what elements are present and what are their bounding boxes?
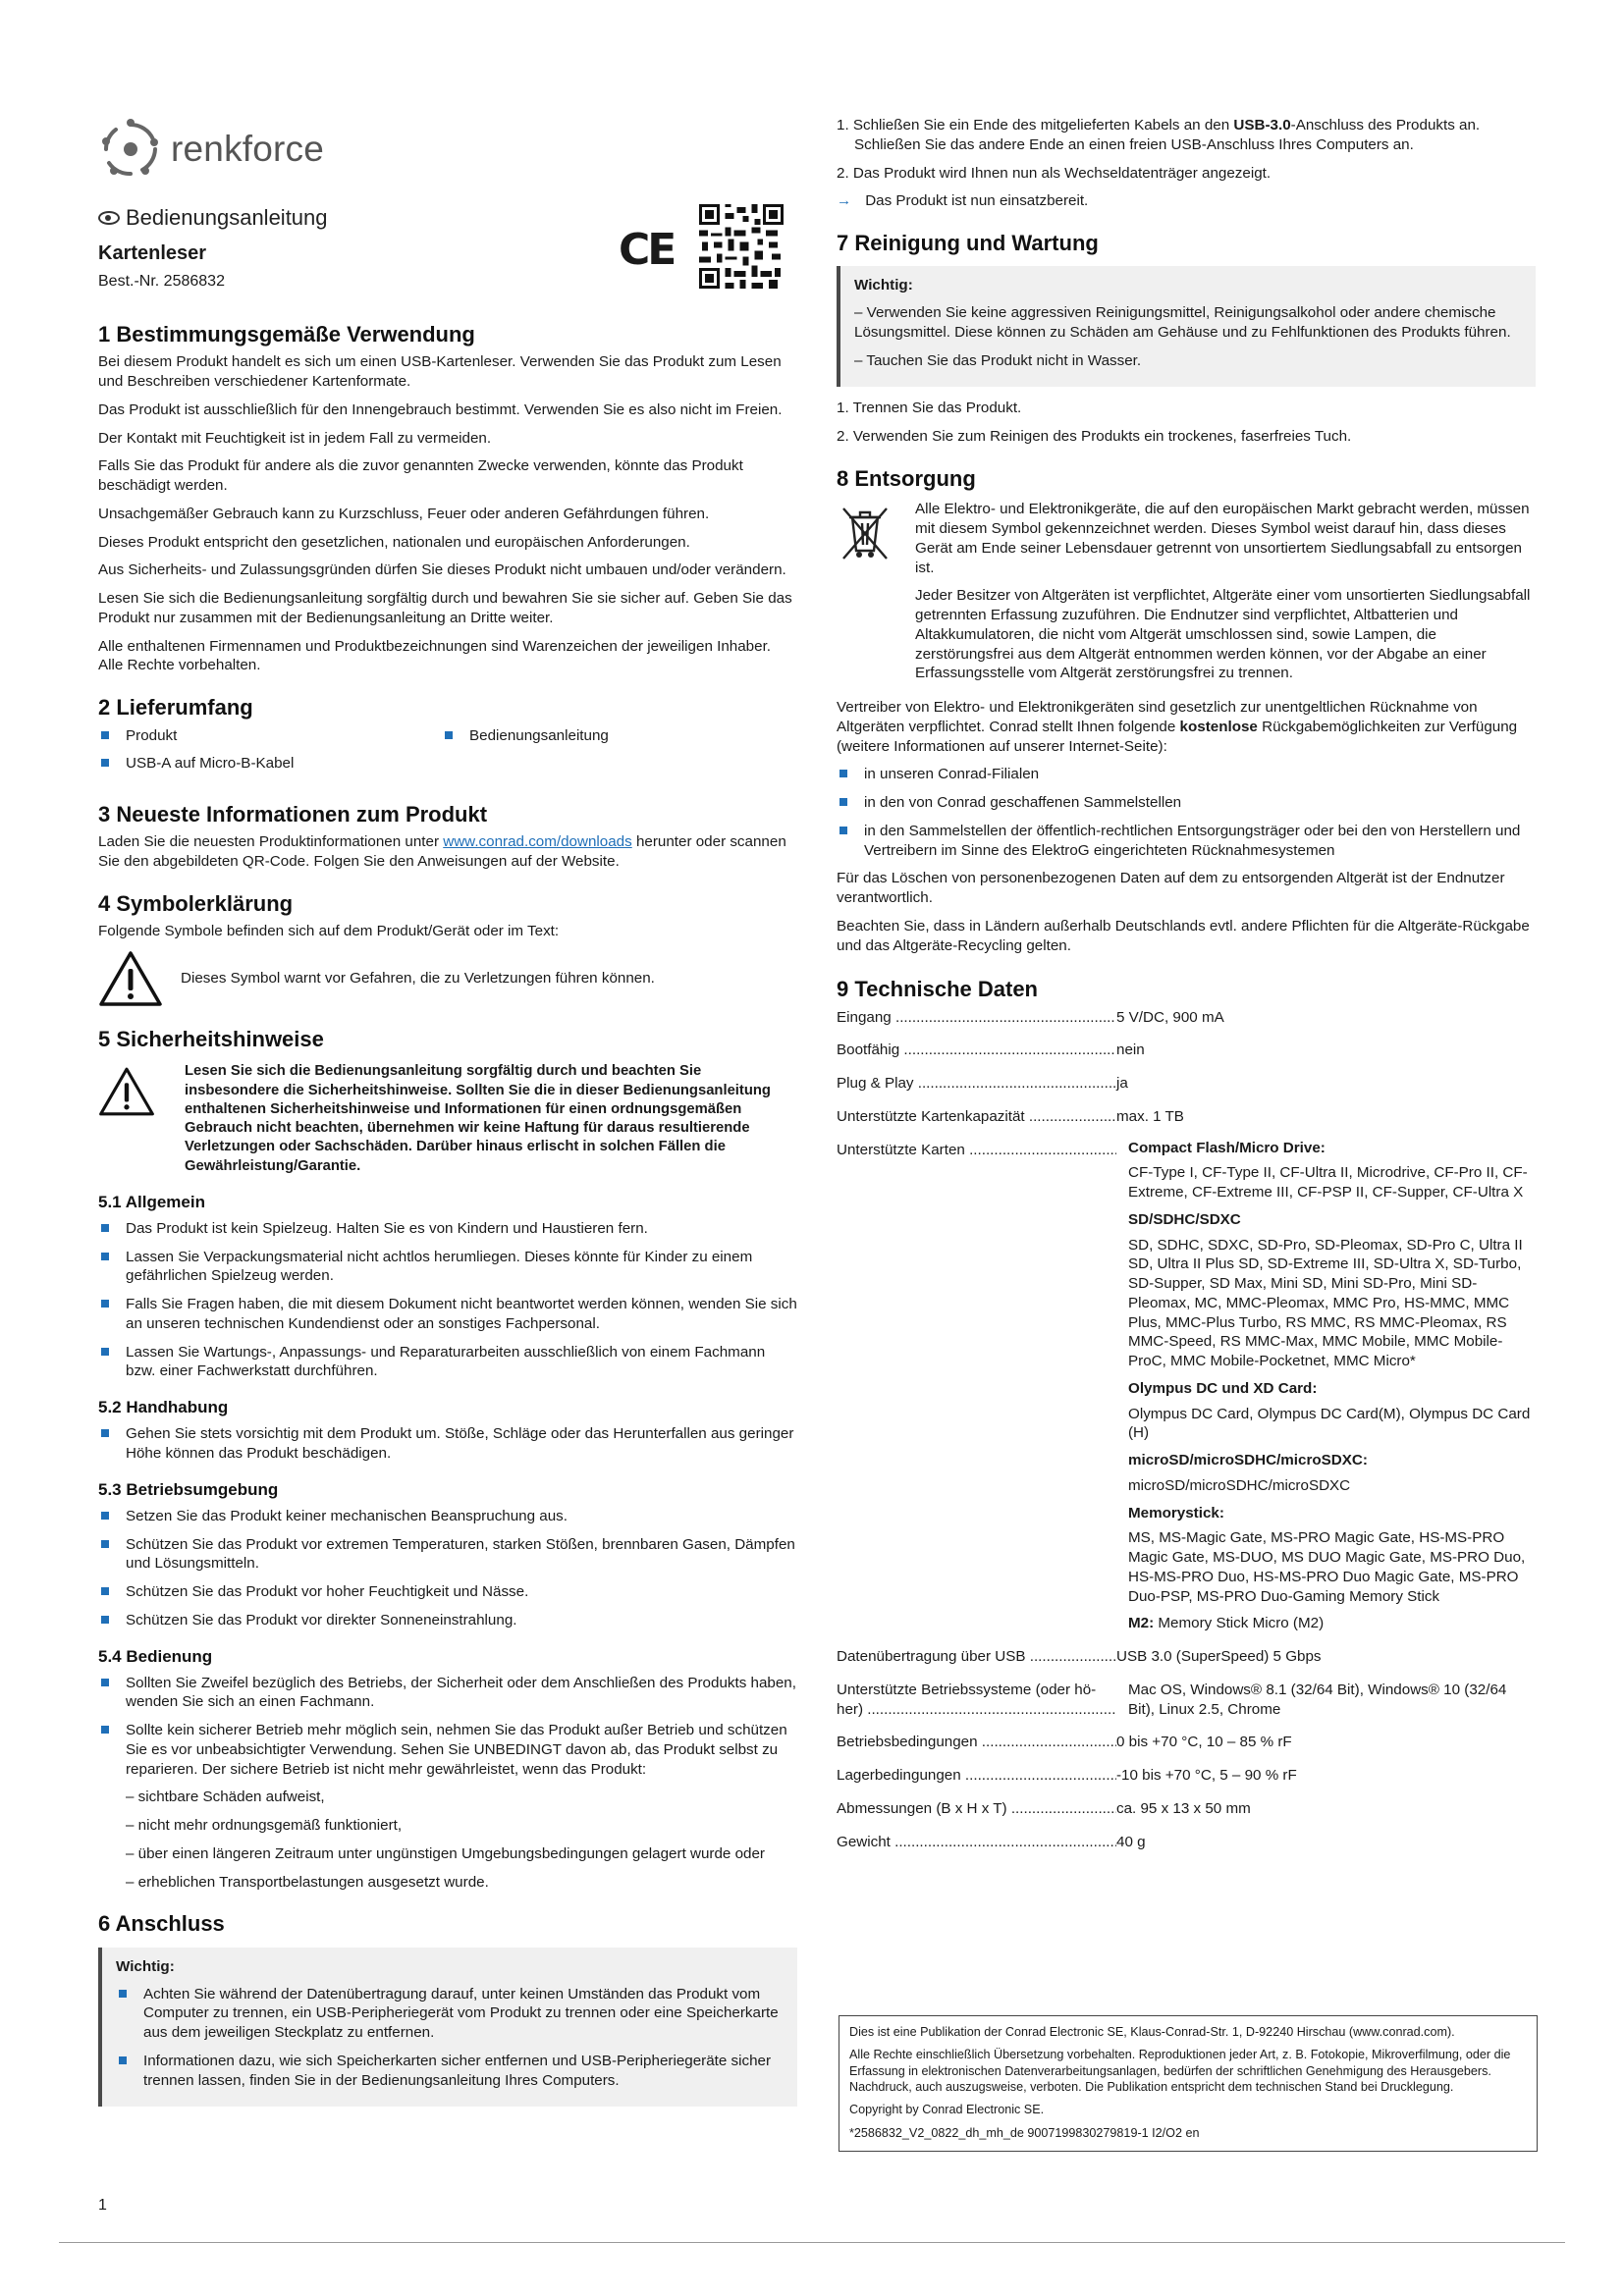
card-values: CF-Type I, CF-Type II, CF-Ultra II, Microdrive, CF-Pro II, CF-Extreme, CF-Extreme III, CF-PSP II, CF-Supper, CF-Ultra X xyxy=(1128,1164,1528,1201)
tech-key: Eingang ..... xyxy=(837,1008,1116,1028)
list-item: Informationen dazu, wie sich Speicherkarten sicher entfernen und USB-Peripheriegeräte sicher trennen lassen, finden Sie in der Bedienungsanleitung Ihres Computers. xyxy=(116,2052,784,2091)
step-text: 1. Schließen Sie ein Ende des mitgelieferten Kabels an den xyxy=(837,117,1234,133)
list-item: Achten Sie während der Datenübertragung darauf, unter keinen Umständen das Produkt vom Computer zu trennen, ein USB-Peripheriegerät vom Produkt zu trennen oder eine Speicherkarte aus dem jeweiligen Steckplatz zu entfernen. xyxy=(116,1985,784,2043)
tech-row xyxy=(837,1799,1536,1819)
section-8-title: 8 Entsorgung xyxy=(837,465,976,491)
tech-row xyxy=(837,1833,1536,1852)
tech-value: 0 bis +70 °C, 10 – 85 % rF xyxy=(1116,1734,1292,1751)
brand-logo xyxy=(98,116,797,183)
tech-value: -10 bis +70 °C, 5 – 90 % rF xyxy=(1116,1767,1297,1785)
legal-imprint-box xyxy=(839,2015,1538,2152)
section-6-title: 6 Anschluss xyxy=(98,1911,225,1937)
list-item: Bedienungsanleitung xyxy=(442,726,785,746)
warning-triangle-icon xyxy=(98,1066,155,1117)
result-text: Das Produkt ist nun einsatzbereit. xyxy=(865,192,1089,210)
tech-value: Mac OS, Windows® 8.1 (32/64 Bit), Windows® 10 (32/64 Bit), Linux 2.5, Chrome xyxy=(1128,1681,1507,1718)
tech-value: 5 V/DC, 900 mA xyxy=(1116,1008,1224,1026)
symbol-row xyxy=(98,950,797,1007)
tech-value: max. 1 TB xyxy=(1116,1107,1184,1125)
step-item: 1. Trennen Sie das Produkt. xyxy=(837,400,1022,417)
section-5-3-title: 5.3 Betriebsumgebung xyxy=(98,1479,279,1499)
card-type: Olympus DC und XD Card: xyxy=(1128,1379,1318,1397)
symbol-description: Dieses Symbol warnt vor Gefahren, die zu Verletzungen führen können. xyxy=(181,970,655,988)
s1-paragraph: Der Kontakt mit Feuchtigkeit ist in jedem Fall zu vermeiden. xyxy=(98,429,492,447)
list-item: Lassen Sie Verpackungsmaterial nicht achtlos herumliegen. Dieses könnte für Kinder zu einem gefährlichen Spielzeug werden. xyxy=(98,1248,797,1287)
s8-paragraph xyxy=(837,698,1536,756)
step-text: -Anschluss des Produkts an. xyxy=(1290,117,1481,133)
s1-paragraph: Lesen Sie sich die Bedienungsanleitung sorgfältig durch und bewahren Sie sie sicher auf. Geben Sie das Produkt nur zusammen mit der Bedienungsanleitung an Dritte weiter. xyxy=(98,590,792,626)
list-item: in den von Conrad geschaffenen Sammelstellen xyxy=(837,793,1536,813)
section-5-4-title: 5.4 Bedienung xyxy=(98,1646,213,1666)
result-item xyxy=(837,191,1536,211)
step-item: 2. Verwenden Sie zum Reinigen des Produkts ein trockenes, faserfreies Tuch. xyxy=(837,428,1352,446)
tech-row xyxy=(837,1041,1536,1060)
important-box xyxy=(98,1948,797,2108)
s1-paragraph: Dieses Produkt entspricht den gesetzlichen, nationalen und europäischen Anforderungen. xyxy=(98,533,690,551)
list-item: Setzen Sie das Produkt keiner mechanischen Beanspruchung aus. xyxy=(98,1507,797,1526)
s3-text: Laden Sie die neuesten Produktinformationen unter xyxy=(98,833,444,851)
section-4-title: 4 Symbolerklärung xyxy=(98,890,294,916)
dash-item: – erheblichen Transportbelastungen ausgesetzt wurde. xyxy=(126,1873,489,1891)
arrow-right-icon: → xyxy=(837,192,852,210)
card-values: Memory Stick Micro (M2) xyxy=(1154,1615,1325,1632)
section-3-title: 3 Neueste Informationen zum Produkt xyxy=(98,802,488,828)
s1-paragraph: Bei diesem Produkt handelt es sich um einen USB-Kartenleser. Verwenden Sie das Produkt zum Lesen und Beschreiben verschiedener Kartenformate. xyxy=(98,353,782,391)
safety-warning-text: Lesen Sie sich die Bedienungsanleitung sorgfältig durch und beachten Sie insbesondere die Sicherheitshinweise. Sollten Sie die in dieser Bedienungsanleitung enthaltenen Sicherheitshinweise und Informationen für einen ordnungsgemäßen Gebrauch nicht beachten, übernehmen wir keine Haftung für daraus resultierende Verletzungen oder Sachschäden. Darüber hinaus erlischt in solchen Fällen die Gewährleistung/Garantie. xyxy=(185,1063,771,1174)
dash-item: – über einen längeren Zeitraum unter ungünstigen Umgebungsbedingungen gelagert wurde oder xyxy=(126,1844,765,1862)
step-text-bold: USB-3.0 xyxy=(1233,117,1291,133)
dash-list xyxy=(98,1788,797,1892)
card-type: Compact Flash/Micro Drive: xyxy=(1128,1139,1326,1156)
tech-row xyxy=(837,1074,1536,1094)
tech-row-os xyxy=(837,1681,1536,1720)
product-title: Kartenleser xyxy=(98,241,207,264)
section-2-title: 2 Lieferumfang xyxy=(98,695,253,721)
section-7-title: 7 Reinigung und Wartung xyxy=(837,231,1099,255)
important-box-title: Wichtig: xyxy=(854,277,913,294)
tech-key: Lagerbedingungen ..... xyxy=(837,1766,1116,1786)
s4-intro: Folgende Symbole befinden sich auf dem Produkt/Gerät oder im Text: xyxy=(98,923,560,940)
s8-text: Vertreiber von Elektro- und Elektronikgeräten sind gesetzlich zur unentgeltlichen Rücknahme von Altgeräten verpflichtet. Conrad stellt Ihnen folgende xyxy=(837,699,1478,735)
step-item: 2. Das Produkt wird Ihnen nun als Wechseldatenträger angezeigt. xyxy=(837,164,1272,182)
list-item: in unseren Conrad-Filialen xyxy=(837,765,1536,784)
s1-paragraph: Alle enthaltenen Firmennamen und Produktbezeichnungen sind Warenzeichen der jeweiligen Inhaber. Alle Rechte vorbehalten. xyxy=(98,637,772,674)
list-item: Sollte kein sicherer Betrieb mehr möglich sein, nehmen Sie das Produkt außer Betrieb und schützen Sie es vor unbeabsichtigter Verwendung. Sehen Sie UNBEDINGT davon ab, das Produkt selbst zu reparieren. Der sichere Betrieb ist nicht mehr gewährleistet, wenn das Produkt: xyxy=(98,1721,797,1779)
s8-paragraph: Beachten Sie, dass in Ländern außerhalb Deutschlands evtl. andere Pflichten für die Altgeräte-Rückgabe und das Altgeräte-Recycling gelten. xyxy=(837,917,1530,954)
legal-line: Dies ist eine Publikation der Conrad Electronic SE, Klaus-Conrad-Str. 1, D-92240 Hirschau (www.conrad.com). xyxy=(849,2025,1455,2039)
s1-paragraph: Aus Sicherheits- und Zulassungsgründen dürfen Sie dieses Produkt nicht umbauen und/oder verändern. xyxy=(98,561,786,579)
renkforce-logo-icon xyxy=(98,117,163,182)
s3-paragraph xyxy=(98,832,797,872)
os-label-line: Unterstützte Betriebssysteme (oder hö- xyxy=(837,1681,1097,1698)
list-item: in den Sammelstellen der öffentlich-rechtlichen Entsorgungsträger oder bei den von Herstellern und Vertreibern im Sinne des ElektroG eingerichteten Rücknahmesystemen xyxy=(837,822,1536,861)
card-values: MS, MS-Magic Gate, MS-PRO Magic Gate, HS-MS-PRO Magic Gate, MS-DUO, MS DUO Magic Gate, MS-PRO Duo, HS-MS-PRO Duo, HS-MS-PRO Duo Magic Gate, MS-PRO Duo-PSP, MS-PRO Duo-Gaming Memory Stick xyxy=(1128,1529,1526,1605)
ce-mark: CE xyxy=(619,225,675,275)
tech-key: Gewicht ..... xyxy=(837,1833,1116,1852)
step-text: Schließen Sie das andere Ende an einen freien USB-Anschluss Ihres Computers an. xyxy=(854,135,1414,153)
important-box-title: Wichtig: xyxy=(116,1957,175,1975)
s8-paragraph: Für das Löschen von personenbezogenen Daten auf dem zu entsorgenden Altgerät ist der Endnutzer verantwortlich. xyxy=(837,870,1505,907)
tech-row xyxy=(837,1008,1536,1028)
s1-paragraph: Unsachgemäßer Gebrauch kann zu Kurzschluss, Feuer oder anderen Gefährdungen führen. xyxy=(98,505,710,522)
dash-item: – sichtbare Schäden aufweist, xyxy=(126,1789,325,1806)
s8-paragraph: Jeder Besitzer von Altgeräten ist verpflichtet, Altgeräte einer vom unsortierten Siedlungsabfall getrennten Erfassung zuzuführen. Die Endnutzer sind verpflichtet, Altbatterien und Altakkumulatoren, die nicht vom Altgerät umschlossen sind, sowie Lampen, die zerstörungsfrei aus dem Altgerät entnommen werden können, vor der Abgabe an einer Erfassungsstelle vom Altgerät zerstörungsfrei zu trennen. xyxy=(915,587,1531,682)
list-item: Lassen Sie Wartungs-, Anpassungs- und Reparaturarbeiten ausschließlich von einem Fachmann bzw. einer Fachwerkstatt durchführen. xyxy=(98,1343,797,1382)
tech-row xyxy=(837,1766,1536,1786)
tech-key: Bootfähig ..... xyxy=(837,1041,1116,1060)
disposal-text xyxy=(915,500,1536,692)
supported-cards xyxy=(1116,1139,1536,1634)
section-5-title: 5 Sicherheitshinweise xyxy=(98,1027,324,1052)
weee-crossed-bin-icon xyxy=(840,504,890,562)
card-type: Memorystick: xyxy=(1128,1504,1224,1522)
os-label-line: her) ..... xyxy=(837,1700,1116,1720)
card-type: M2: xyxy=(1128,1615,1155,1632)
step-item xyxy=(837,116,1536,155)
footer-divider xyxy=(59,2242,1565,2243)
manual-label xyxy=(98,204,797,233)
section-5-1-title: 5.1 Allgemein xyxy=(98,1192,205,1211)
card-type: microSD/microSDHC/microSDXC: xyxy=(1128,1452,1368,1469)
list-item: Schützen Sie das Produkt vor direkter Sonneneinstrahlung. xyxy=(98,1611,797,1630)
tech-value: 40 g xyxy=(1116,1833,1146,1850)
tech-row xyxy=(837,1107,1536,1127)
brand-name: renkforce xyxy=(171,128,325,169)
dash-item: – nicht mehr ordnungsgemäß funktioniert, xyxy=(126,1817,403,1835)
tech-key: Abmessungen (B x H x T) ..... xyxy=(837,1799,1116,1819)
list-item: Produkt xyxy=(98,726,442,746)
tech-key: Unterstützte Karten ..... xyxy=(837,1141,1116,1634)
list-item: USB-A auf Micro-B-Kabel xyxy=(98,754,442,774)
list-item: Gehen Sie stets vorsichtig mit dem Produkt um. Stöße, Schläge oder das Herunterfallen aus geringer Höhe können das Produkt beschädigen. xyxy=(98,1424,797,1464)
card-values: SD, SDHC, SDXC, SD-Pro, SD-Pleomax, SD-Pro C, Ultra II SD, Ultra II Plus SD, SD-Extreme III, SD-Ultra X, SD-Turbo, SD-Supper, SD Max, Mini SD, Mini SD-Pro, Mini SD-Pleomax, MC, MMC-Pleomax, MMC Pro, HS-MMC, MMC Plus, MMC-Plus Turbo, RS MMC, RS MMC-Pleomax, RS MMC-Speed, RS MMC-Max, MMC Mobile, MMC Mobile-ProC, MMC Mobile-Pocketnet, MMC Micro* xyxy=(1128,1236,1523,1370)
disposal-block xyxy=(837,500,1536,692)
card-type: SD/SDHC/SDXC xyxy=(1128,1210,1241,1228)
document-header xyxy=(98,204,797,302)
important-box xyxy=(837,266,1536,387)
tech-key: Unterstützte Kartenkapazität ..... xyxy=(837,1107,1116,1127)
downloads-link[interactable]: www.conrad.com/downloads xyxy=(443,833,632,851)
tech-value: nein xyxy=(1116,1041,1145,1059)
s1-paragraph: Falls Sie das Produkt für andere als die zuvor genannten Zwecke verwenden, könnte das Produkt beschädigt werden. xyxy=(98,457,743,495)
legal-line: *2586832_V2_0822_dh_mh_de 9007199830279819-1 I2/O2 en xyxy=(849,2125,1200,2140)
order-number: Best.-Nr. 2586832 xyxy=(98,272,225,290)
safety-warning xyxy=(98,1062,797,1175)
section-9-title: 9 Technische Daten xyxy=(837,977,1038,1002)
s8-text: Rückgabemöglichkeiten zur Verfügung (weitere Informationen auf unserer Internet-Seite): xyxy=(837,718,1518,755)
legal-line: Copyright by Conrad Electronic SE. xyxy=(849,2103,1045,2117)
tech-key: Plug & Play ..... xyxy=(837,1074,1116,1094)
eye-icon xyxy=(98,211,120,225)
tech-row xyxy=(837,1733,1536,1752)
warning-triangle-icon xyxy=(98,950,163,1007)
card-values: microSD/microSDHC/microSDXC xyxy=(1128,1476,1351,1494)
list-item: Sollten Sie Zweifel bezüglich des Betriebs, der Sicherheit oder dem Anschließen des Produkts haben, wenden Sie sich an einen Fachmann. xyxy=(98,1674,797,1713)
card-m2 xyxy=(1128,1614,1536,1633)
s1-paragraph: Das Produkt ist ausschließlich für den Innengebrauch bestimmt. Verwenden Sie es also nicht im Freien. xyxy=(98,400,783,418)
list-item: Schützen Sie das Produkt vor hoher Feuchtigkeit und Nässe. xyxy=(98,1582,797,1602)
tech-row-cards xyxy=(837,1141,1536,1634)
qr-code-icon xyxy=(699,204,784,289)
tech-value: USB 3.0 (SuperSpeed) 5 Gbps xyxy=(1116,1648,1322,1666)
tech-key xyxy=(837,1681,1116,1720)
delivery-contents-list xyxy=(98,726,797,783)
dash-item: – Tauchen Sie das Produkt nicht in Wasser. xyxy=(854,351,1142,369)
section-1-title: 1 Bestimmungsgemäße Verwendung xyxy=(98,322,475,347)
manual-label-text: Bedienungsanleitung xyxy=(126,205,328,230)
dash-item: – Verwenden Sie keine aggressiven Reinigungsmittel, Reinigungsalkohol oder andere chemische Lösungsmittel. Diese können zu Schäden am Gehäuse und zu Fehlfunktionen des Produkts führen. xyxy=(854,304,1511,341)
tech-value: ca. 95 x 13 x 50 mm xyxy=(1116,1799,1251,1817)
card-values: Olympus DC Card, Olympus DC Card(M), Olympus DC Card (H) xyxy=(1128,1405,1531,1442)
s8-text-bold: kostenlose xyxy=(1179,718,1258,735)
list-item: Schützen Sie das Produkt vor extremen Temperaturen, starken Stößen, brennbaren Gasen, Dämpfen und Lösungsmitteln. xyxy=(98,1535,797,1575)
page-number: 1 xyxy=(98,2197,107,2214)
tech-key: Betriebsbedingungen ..... xyxy=(837,1733,1116,1752)
s3-text: herunter oder scannen Sie den abgebildeten QR-Code. Folgen Sie den Anweisungen auf der Website. xyxy=(98,833,786,871)
list-item: Das Produkt ist kein Spielzeug. Halten Sie es von Kindern und Haustieren fern. xyxy=(98,1219,797,1239)
tech-value: ja xyxy=(1116,1075,1128,1093)
s8-paragraph: Alle Elektro- und Elektronikgeräte, die auf den europäischen Markt gebracht werden, müssen mit diesem Symbol gekennzeichnet werden. Dieses Symbol weist darauf hin, dass dieses Gerät am Ende seiner Lebensdauer getrennt von unsortiertem Siedlungsabfall zu entsorgen ist. xyxy=(915,501,1530,576)
section-5-2-title: 5.2 Handhabung xyxy=(98,1398,229,1417)
tech-key: Datenübertragung über USB ..... xyxy=(837,1647,1116,1667)
tech-row xyxy=(837,1647,1536,1667)
left-column xyxy=(98,116,797,2118)
list-item: Falls Sie Fragen haben, die mit diesem Dokument nicht beantwortet werden können, wenden Sie sich an unseren technischen Kundendienst oder an sonstiges Fachpersonal. xyxy=(98,1295,797,1334)
right-column xyxy=(837,116,1536,1865)
legal-line: Alle Rechte einschließlich Übersetzung vorbehalten. Reproduktionen jeder Art, z. B. Fotokopie, Mikroverfilmung, oder die Erfassung in elektronischen Datenverarbeitungsanlagen, bedürfen der schriftlichen Genehmigung des Herausgebers. Nachdruck, auch auszugsweise, verboten. Die Publikation entspricht dem technischen Stand bei Drucklegung. xyxy=(849,2048,1511,2095)
